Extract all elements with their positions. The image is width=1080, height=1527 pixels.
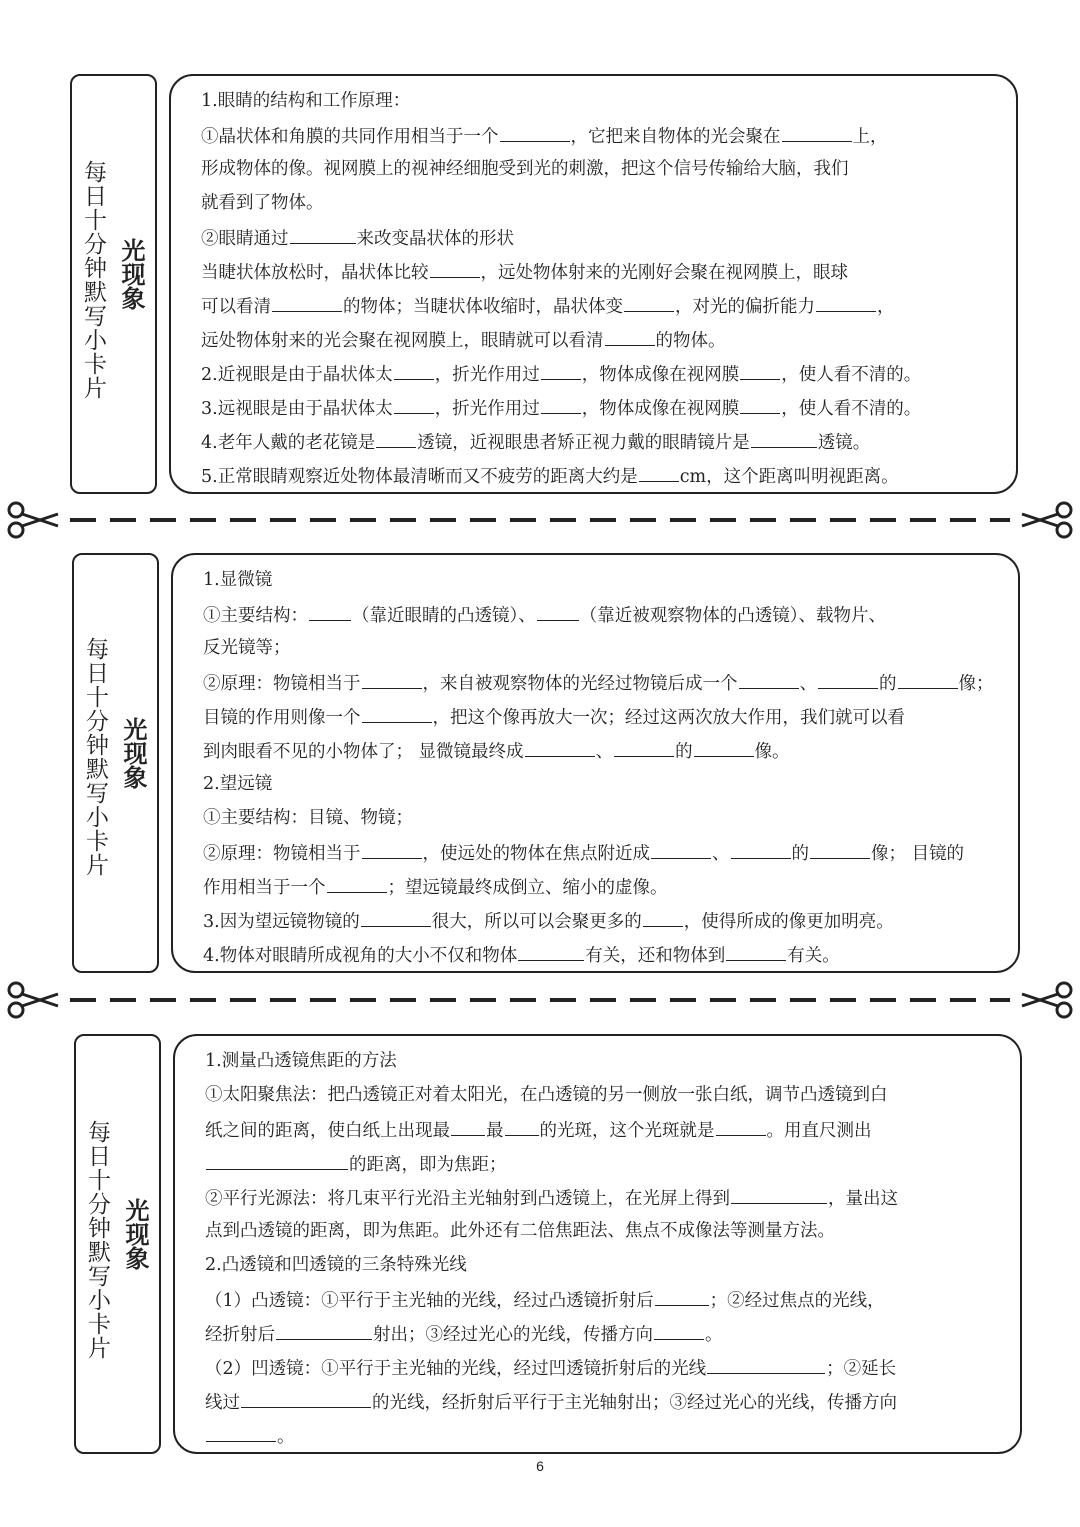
text-line: [203, 875, 668, 899]
line-text: ，使得所成的像更加明亮。: [683, 912, 894, 932]
line-text: ，来自被观察物体的光经过物镜后成一个: [422, 674, 738, 694]
fill-in-blank[interactable]: [739, 671, 799, 689]
text-line: [201, 362, 921, 386]
side-label-1: [70, 74, 157, 494]
fill-in-blank[interactable]: [430, 260, 480, 278]
text-line: [205, 1254, 467, 1276]
text-line: [205, 1288, 885, 1312]
fill-in-blank[interactable]: [541, 362, 581, 380]
fill-in-blank[interactable]: [376, 430, 416, 448]
line-text: 、: [712, 844, 730, 864]
fill-in-blank[interactable]: [362, 671, 422, 689]
fill-in-blank[interactable]: [751, 430, 817, 448]
line-text: ，远处物体射来的光刚好会聚在视网膜上，眼球: [480, 263, 848, 283]
line-text: 最: [486, 1121, 504, 1141]
line-text: 到肉眼看不见的小物体了； 显微镜最终成: [203, 742, 524, 762]
line-text: cm，这个距离叫明视距离。: [679, 467, 899, 487]
fill-in-blank[interactable]: [309, 603, 351, 621]
text-line: [203, 773, 272, 795]
scissors-icon: [9, 503, 58, 537]
line-text: （1）凸透镜：①平行于主光轴的光线，经过凸透镜折射后: [205, 1291, 654, 1311]
fill-in-blank[interactable]: [731, 1186, 827, 1204]
fill-in-blank[interactable]: [643, 909, 683, 927]
text-line: [201, 124, 888, 148]
line-text: 经折射后: [205, 1325, 275, 1345]
line-text: 的物体。: [655, 331, 726, 351]
scissors-icon: [9, 983, 58, 1017]
line-text: ，量出这: [828, 1189, 898, 1209]
fill-in-blank[interactable]: [518, 943, 584, 961]
text-line: [205, 1322, 723, 1346]
line-text: ；②经过焦点的光线，: [709, 1291, 885, 1311]
line-text: 当睫状体放松时，晶状体比较: [201, 263, 429, 283]
text-line: [201, 226, 514, 250]
text-line: [201, 90, 410, 112]
fill-in-blank[interactable]: [898, 671, 958, 689]
text-line: [205, 1356, 896, 1380]
fill-in-blank[interactable]: [362, 705, 432, 723]
text-line: [205, 1118, 872, 1142]
fill-in-blank[interactable]: [206, 1424, 276, 1442]
line-text: 4.老年人戴的老花镜是: [201, 433, 376, 453]
line-text: ，把这个像再放大一次；经过这两次放大作用，我们就可以看: [432, 708, 905, 728]
line-text: 形成物体的像。视网膜上的视神经细胞受到光的刺激，把这个信号传输给大脑，我们: [201, 159, 849, 179]
page-number: 6: [536, 1458, 544, 1474]
line-text: 5.正常眼睛观察近处物体最清晰而又不疲劳的距离大约是: [201, 467, 638, 487]
text-line: [201, 464, 899, 488]
fill-in-blank[interactable]: [816, 294, 876, 312]
fill-in-blank[interactable]: [740, 362, 780, 380]
line-text: 像。: [754, 742, 790, 762]
line-text: 反光镜等；: [203, 638, 291, 658]
fill-in-blank[interactable]: [327, 875, 387, 893]
line-text: 2.凸透镜和凹透镜的三条特殊光线: [205, 1255, 467, 1275]
fill-in-blank[interactable]: [505, 1118, 539, 1136]
cut-line-2: [0, 980, 1080, 1020]
line-text: 来改变晶状体的形状: [356, 229, 514, 249]
line-text: ；望远镜最终成倒立、缩小的虚像。: [387, 878, 668, 898]
line-text: 可以看清: [201, 297, 271, 317]
text-line: [205, 1050, 397, 1072]
line-text: ，对光的偏折能力: [675, 297, 815, 317]
line-text: 的光斑，这个光斑就是: [539, 1121, 715, 1141]
line-text: 3.远视眼是由于晶状体太: [201, 399, 393, 419]
fill-in-blank[interactable]: [651, 841, 711, 859]
content-box-1: [169, 74, 1018, 494]
text-line: [201, 294, 895, 318]
line-text: 有关。: [787, 946, 840, 966]
text-line: [203, 705, 905, 729]
fill-in-blank[interactable]: [500, 124, 570, 142]
fill-in-blank[interactable]: [707, 1356, 825, 1374]
line-text: ①主要结构：: [203, 606, 308, 626]
topic-label-1: 光现象: [117, 238, 145, 310]
line-text: 的物体；当睫状体收缩时，晶状体变: [343, 297, 623, 317]
line-text: 。: [277, 1427, 295, 1447]
text-line: [203, 603, 886, 627]
fill-in-blank[interactable]: [716, 1118, 766, 1136]
line-text: 透镜，近视眼患者矫正视力戴的眼睛镜片是: [417, 433, 750, 453]
fill-in-blank[interactable]: [726, 943, 786, 961]
text-line: [205, 1084, 888, 1106]
fill-in-blank[interactable]: [290, 226, 356, 244]
line-text: ，物体成像在视网膜: [581, 365, 740, 385]
side-title-1: 每日十分钟默写小卡片: [80, 160, 106, 400]
fill-in-blank[interactable]: [537, 603, 579, 621]
line-text: 远处物体射来的光会聚在视网膜上，眼睛就可以看清: [201, 331, 604, 351]
side-label-3: [74, 1034, 161, 1454]
text-line: [203, 807, 413, 829]
fill-in-blank[interactable]: [276, 1322, 372, 1340]
fill-in-blank[interactable]: [624, 294, 674, 312]
line-text: 点到凸透镜的距离，即为焦距。此外还有二倍焦距法、焦点不成像法等测量方法。: [205, 1221, 835, 1241]
line-text: ；②延长: [826, 1359, 897, 1379]
content-box-3: [173, 1034, 1022, 1454]
topic-label-3: 光现象: [121, 1198, 149, 1270]
fill-in-blank[interactable]: [394, 396, 434, 414]
line-text: 1.显微镜: [203, 570, 273, 590]
line-text: 透镜。: [817, 433, 871, 453]
line-text: 的: [791, 844, 809, 864]
line-text: ，它把来自物体的光会聚在: [570, 127, 781, 147]
line-text: ，折光作用过: [434, 365, 540, 385]
line-text: 4.物体对眼睛所成视角的大小不仅和物体: [203, 946, 518, 966]
text-line: [201, 430, 870, 454]
scissors-icon: [1022, 503, 1071, 537]
line-text: 纸之间的距离，使白纸上出现最: [205, 1121, 450, 1141]
topic-label-2: 光现象: [119, 717, 147, 789]
line-text: ②平行光源法：将几束平行光沿主光轴射到凸透镜上，在光屏上得到: [205, 1189, 730, 1209]
line-text: 上，: [852, 127, 888, 147]
line-text: ①晶状体和角膜的共同作用相当于一个: [201, 127, 499, 147]
side-label-2: [72, 553, 159, 973]
fill-in-blank[interactable]: [541, 396, 581, 414]
fill-in-blank[interactable]: [782, 124, 852, 142]
line-text: 的光线，经折射后平行于主光轴射出；③经过光心的光线，传播方向: [372, 1393, 897, 1413]
text-line: [203, 943, 840, 967]
line-text: 的距离，即为焦距；: [349, 1155, 507, 1175]
content-box-2: [171, 553, 1020, 973]
line-text: ②原理：物镜相当于: [203, 674, 361, 694]
scissors-icon: [1022, 983, 1071, 1017]
line-text: ②眼睛通过: [201, 229, 289, 249]
text-line: [205, 1424, 295, 1448]
line-text: （2）凹透镜：①平行于主光轴的光线，经过凹透镜折射后的光线: [205, 1359, 707, 1379]
fill-in-blank[interactable]: [206, 1152, 348, 1170]
fill-in-blank[interactable]: [655, 1288, 709, 1306]
text-line: [203, 909, 894, 933]
fill-in-blank[interactable]: [525, 739, 595, 757]
line-text: 的: [879, 674, 897, 694]
line-text: ，: [877, 297, 895, 317]
line-text: （靠近眼睛的凸透镜）、: [352, 606, 536, 626]
line-text: ①太阳聚焦法：把凸透镜正对着太阳光，在凸透镜的另一侧放一张白纸，调节凸透镜到白: [205, 1085, 888, 1105]
line-text: ，使人看不清的。: [781, 365, 922, 385]
line-text: 像；: [958, 674, 994, 694]
line-text: 线过: [205, 1393, 240, 1413]
text-line: [203, 739, 790, 763]
line-text: ，折光作用过: [434, 399, 540, 419]
line-text: （靠近被观察物体的凸透镜）、载物片、: [579, 606, 886, 626]
line-text: 3.因为望远镜物镜的: [203, 912, 360, 932]
line-text: 1.测量凸透镜焦距的方法: [205, 1051, 397, 1071]
text-line: [205, 1220, 835, 1242]
line-text: 2.望远镜: [203, 774, 273, 794]
fill-in-blank[interactable]: [810, 841, 870, 859]
text-line: [201, 158, 849, 180]
cut-line-1: [0, 500, 1080, 540]
fill-in-blank[interactable]: [451, 1118, 485, 1136]
line-text: 、: [595, 742, 614, 762]
fill-in-blank[interactable]: [740, 396, 780, 414]
side-title-3: 每日十分钟默写小卡片: [84, 1120, 110, 1360]
text-line: [201, 328, 726, 352]
text-line: [203, 841, 964, 865]
fill-in-blank[interactable]: [605, 328, 655, 346]
text-line: [201, 192, 324, 214]
fill-in-blank[interactable]: [241, 1390, 371, 1408]
fill-in-blank[interactable]: [394, 362, 434, 380]
line-text: 射出；③经过光心的光线，传播方向: [373, 1325, 653, 1345]
fill-in-blank[interactable]: [362, 841, 422, 859]
line-text: 很大，所以可以会聚更多的: [431, 912, 642, 932]
text-line: [201, 396, 921, 420]
line-text: 就看到了物体。: [201, 193, 324, 213]
line-text: 有关，还和物体到: [585, 946, 726, 966]
fill-in-blank[interactable]: [361, 909, 431, 927]
text-line: [203, 569, 272, 591]
line-text: 作用相当于一个: [203, 878, 326, 898]
fill-in-blank[interactable]: [654, 1322, 704, 1340]
line-text: 、: [799, 674, 817, 694]
fill-in-blank[interactable]: [731, 841, 791, 859]
line-text: 目镜的作用则像一个: [203, 708, 361, 728]
line-text: 2.近视眼是由于晶状体太: [201, 365, 393, 385]
text-line: [205, 1390, 897, 1414]
fill-in-blank[interactable]: [614, 739, 674, 757]
side-title-2: 每日十分钟默写小卡片: [82, 637, 108, 877]
line-text: ，物体成像在视网膜: [581, 399, 740, 419]
line-text: 。用直尺测出: [766, 1121, 872, 1141]
fill-in-blank[interactable]: [694, 739, 754, 757]
line-text: 。: [705, 1325, 723, 1345]
line-text: ②原理：物镜相当于: [203, 844, 361, 864]
fill-in-blank[interactable]: [639, 464, 679, 482]
line-text: ，使人看不清的。: [781, 399, 922, 419]
line-text: 1.眼睛的结构和工作原理：: [201, 91, 411, 111]
text-line: [203, 671, 994, 695]
line-text: ，使远处的物体在焦点附近成: [422, 844, 650, 864]
text-line: [205, 1186, 898, 1210]
line-text: 像； 目镜的: [871, 844, 965, 864]
line-text: ①主要结构：目镜、物镜；: [203, 808, 413, 828]
text-line: [201, 260, 848, 284]
fill-in-blank[interactable]: [272, 294, 342, 312]
line-text: 的: [675, 742, 693, 762]
text-line: [203, 637, 291, 659]
fill-in-blank[interactable]: [818, 671, 878, 689]
text-line: [205, 1152, 507, 1176]
